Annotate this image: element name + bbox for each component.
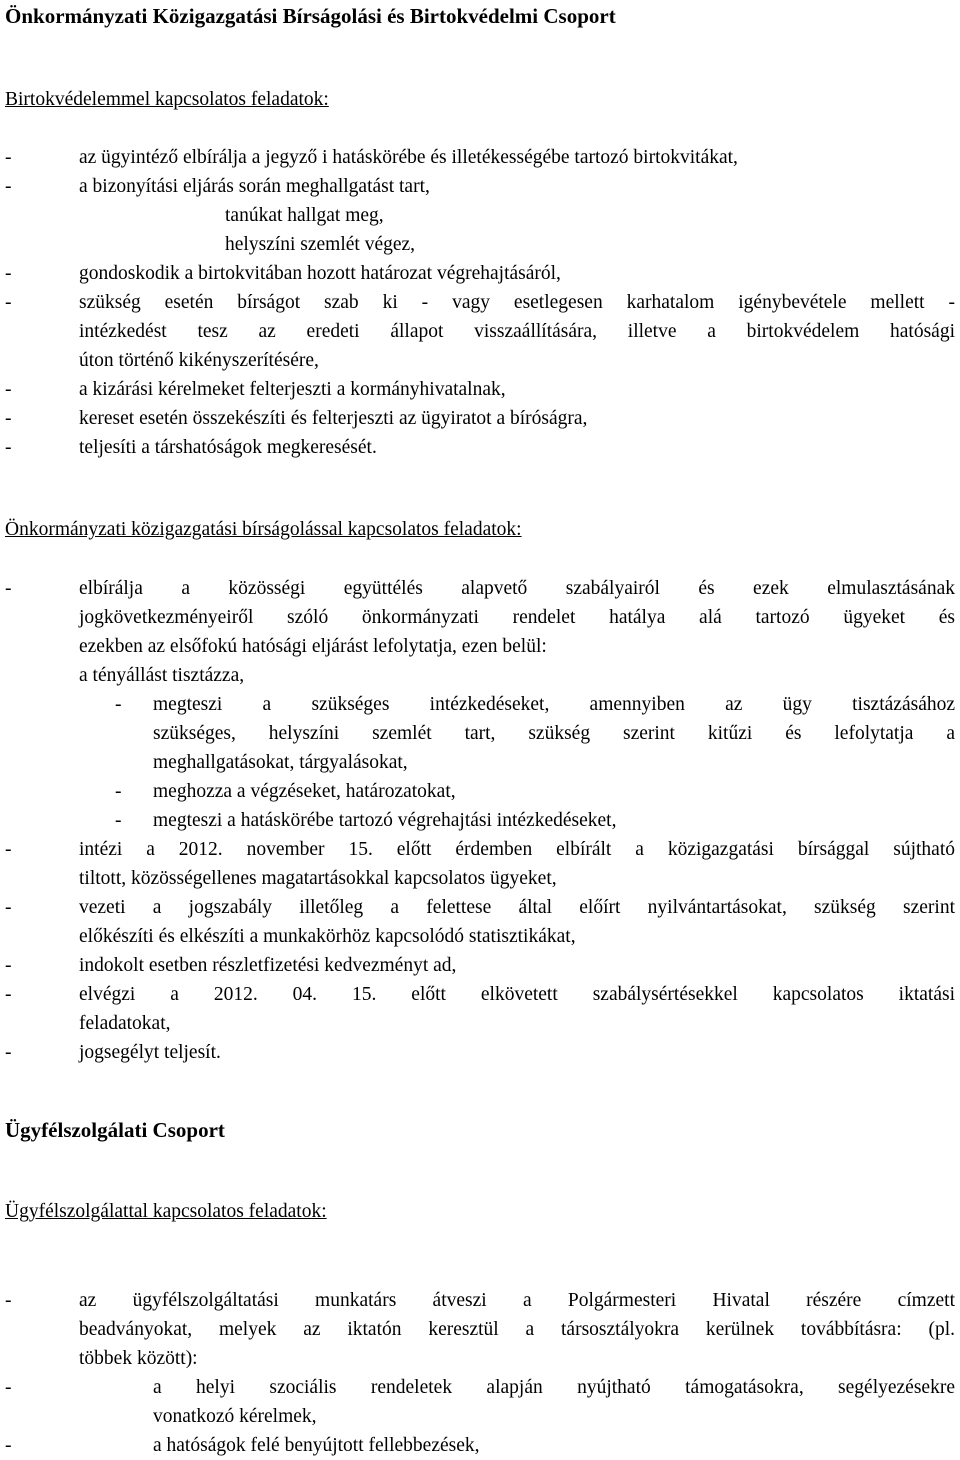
list-item-text: meghallgatásokat, tárgyalásokat, <box>153 752 408 773</box>
list-item <box>5 1286 955 1315</box>
list-item-text: vonatkozó kérelmek, <box>153 1406 317 1427</box>
list-item-text: úton történő kikényszerítésére, <box>79 350 319 371</box>
list-item-text: kereset esetén összekészíti és felterjeszti az ügyiratot a bíróságra, <box>79 408 588 429</box>
list-item <box>5 288 955 317</box>
bullet-dash: - <box>5 263 12 284</box>
sub-list-item-continuation <box>5 1402 955 1431</box>
list-item-continuation <box>5 864 955 893</box>
list-item-text: teljesíti a társhatóságok megkeresését. <box>79 437 377 458</box>
list-item-continuation <box>5 317 955 346</box>
sub-list-item-continuation <box>5 748 955 777</box>
list-item-continuation <box>5 632 955 661</box>
list-item <box>5 980 955 1009</box>
sub-list-item <box>5 1431 955 1460</box>
list-item <box>5 404 955 433</box>
list-item-text: intézi a 2012. november 15. előtt érdemben elbírált a közigazgatási bírsággal sújtható <box>79 839 955 860</box>
bullet-dash: - <box>5 839 12 860</box>
list-item-text: az ügyintéző elbírálja a jegyző i hatáskörébe és illetékességébe tartozó birtokvitákat, <box>79 147 738 168</box>
list-item-text: elbírálja a közösségi együttélés alapvető szabályairól és ezek elmulasztásának <box>79 578 955 599</box>
bullet-dash: - <box>5 897 12 918</box>
list-item-text: a hatóságok felé benyújtott fellebbezések, <box>153 1435 480 1456</box>
list-item-continuation <box>5 201 955 230</box>
list-item-continuation <box>5 230 955 259</box>
list-item-text: tanúkat hallgat meg, <box>225 205 384 226</box>
list-item-text: vezeti a jogszabály illetőleg a felettese által előírt nyilvántartásokat, szükség szerint <box>79 897 955 918</box>
bullet-dash: - <box>5 578 12 599</box>
bullet-dash: - <box>5 984 12 1005</box>
bullet-dash: - <box>5 1290 12 1311</box>
bullet-dash: - <box>5 437 12 458</box>
list-item-text: indokolt esetben részletfizetési kedvezményt ad, <box>79 955 457 976</box>
bullet-dash: - <box>5 176 12 197</box>
list-item <box>5 574 955 603</box>
list-item-continuation <box>5 1009 955 1038</box>
list-item-continuation <box>5 1315 955 1344</box>
bullet-dash: - <box>5 408 12 429</box>
list-item <box>5 1038 955 1067</box>
list-item-text: előkészíti és elkészíti a munkakörhöz kapcsolódó statisztikákat, <box>79 926 576 947</box>
subheading-birsagolas: Önkormányzati közigazgatási bírságolással kapcsolatos feladatok: <box>5 519 522 540</box>
bullet-dash: - <box>115 694 122 715</box>
list-item-text: a kizárási kérelmeket felterjeszti a kormányhivatalnak, <box>79 379 506 400</box>
list-item-text: az ügyfélszolgáltatási munkatárs átveszi a Polgármesteri Hivatal részére címzett <box>79 1290 955 1311</box>
list-item-text: helyszíni szemlét végez, <box>225 234 416 255</box>
sub-list-item <box>5 806 955 835</box>
list-item-text: a helyi szociális rendeletek alapján nyújtható támogatásokra, segélyezésekre <box>153 1377 955 1398</box>
list-item-text: beadványokat, melyek az iktatón keresztül a társosztályokra kerülnek továbbításra: (pl. <box>79 1319 955 1340</box>
list-item-continuation <box>5 1344 955 1373</box>
list-item-text: jogkövetkezményeiről szóló önkormányzati rendelet hatálya alá tartozó ügyeket és <box>79 607 955 628</box>
subheading-ugyfelszolgalat: Ügyfélszolgálattal kapcsolatos feladatok: <box>5 1201 327 1222</box>
list-item <box>5 893 955 922</box>
bullet-dash: - <box>5 379 12 400</box>
list-item-text: szükség esetén bírságot szab ki - vagy esetlegesen karhatalom igénybevétele mellett - <box>79 292 955 313</box>
list-item-text: ezekben az elsőfokú hatósági eljárást lefolytatja, ezen belül: <box>79 636 547 657</box>
list-item-text: elvégzi a 2012. 04. 15. előtt elkövetett szabálysértésekkel kapcsolatos iktatási <box>79 984 955 1005</box>
list-item-continuation <box>5 922 955 951</box>
list-item <box>5 172 955 201</box>
bullet-dash: - <box>5 1435 12 1456</box>
list-item-text: megteszi a szükséges intézkedéseket, amennyiben az ügy tisztázásához <box>153 694 955 715</box>
subheading-birtokvedelem: Birtokvédelemmel kapcsolatos feladatok: <box>5 89 329 110</box>
list-item-continuation <box>5 346 955 375</box>
list-item-text: a bizonyítási eljárás során meghallgatást tart, <box>79 176 430 197</box>
list-item <box>5 835 955 864</box>
bullet-dash: - <box>115 810 122 831</box>
list-item-text: a tényállást tisztázza, <box>79 665 245 686</box>
list-item <box>5 433 955 462</box>
list-item <box>5 375 955 404</box>
list-item-continuation <box>5 661 955 690</box>
list-item-text: többek között): <box>79 1348 198 1369</box>
bullet-dash: - <box>5 1377 12 1398</box>
sub-list-item <box>5 1373 955 1402</box>
bullet-dash: - <box>5 955 12 976</box>
list-item-text: szükséges, helyszíni szemlét tart, szükség szerint kitűzi és lefolytatja a <box>153 723 955 744</box>
list-item-text: feladatokat, <box>79 1013 171 1034</box>
sub-list-item <box>5 690 955 719</box>
list-item-text: intézkedést tesz az eredeti állapot visszaállítására, illetve a birtokvédelem hatósági <box>79 321 955 342</box>
sub-list-item-continuation <box>5 719 955 748</box>
section-title-ugyfelszolgalat: Ügyfélszolgálati Csoport <box>5 1118 225 1142</box>
bullet-dash: - <box>115 781 122 802</box>
list-item <box>5 143 955 172</box>
list-item-text: gondoskodik a birtokvitában hozott határozat végrehajtásáról, <box>79 263 561 284</box>
list-item <box>5 259 955 288</box>
list-item-text: jogsegélyt teljesít. <box>79 1042 221 1063</box>
list-item-text: meghozza a végzéseket, határozatokat, <box>153 781 456 802</box>
list-item-text: tiltott, közösségellenes magatartásokkal kapcsolatos ügyeket, <box>79 868 557 889</box>
sub-list-item <box>5 777 955 806</box>
list-item-continuation <box>5 603 955 632</box>
list-item <box>5 951 955 980</box>
bullet-dash: - <box>5 147 12 168</box>
bullet-dash: - <box>5 292 12 313</box>
bullet-dash: - <box>5 1042 12 1063</box>
section-title-birsagolasi-csoport: Önkormányzati Közigazgatási Bírságolási és Birtokvédelmi Csoport <box>5 4 616 28</box>
list-item-text: megteszi a hatáskörébe tartozó végrehajtási intézkedéseket, <box>153 810 617 831</box>
